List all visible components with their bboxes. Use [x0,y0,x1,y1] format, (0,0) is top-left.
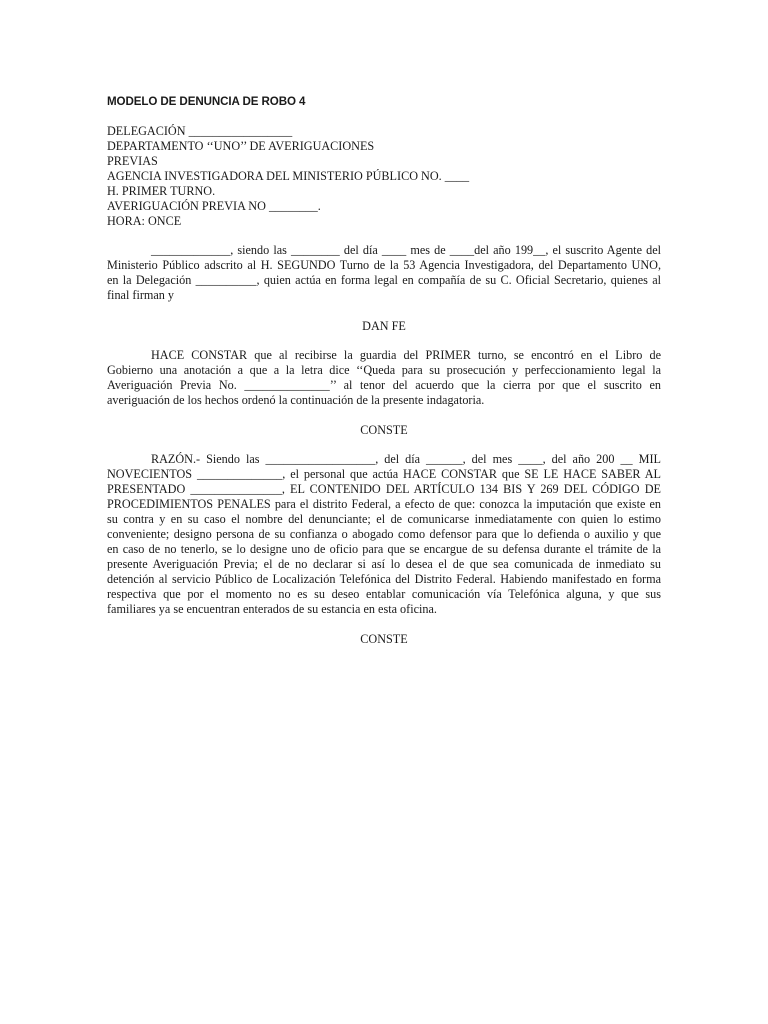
paragraph-line: PROCEDIMIENTOS PENALES para el distrito Federal, a efecto de que: conozca la imputación que existe en [107,497,661,511]
header-line-previas: PREVIAS [107,154,158,168]
paragraph-line: HACE CONSTAR que al recibirse la guardia del PRIMER turno, se encontró en el Libro de [151,348,661,362]
heading-conste-2: CONSTE [360,632,408,646]
paragraph-line: en la Delegación __________, quien actúa en forma legal en compañía de su C. Oficial Secretario, quienes al [107,273,661,287]
header-line-hora: HORA: ONCE [107,214,182,228]
paragraph-line: RAZÓN.- Siendo las __________________, del día ______, del mes ____, del año 200 __ MIL [151,452,661,466]
paragraph-line: en caso de no tenerlo, se lo designe uno de oficio para que se encargue de su defensa durante el trámite de la [107,542,661,556]
paragraph-line: Averiguación Previa No. ______________’’ al tenor del acuerdo que la cierra por que el suscrito en [107,378,661,392]
paragraph-line: PRESENTADO _______________, EL CONTENIDO DEL ARTÍCULO 134 BIS Y 269 DEL CÓDIGO DE [107,482,661,496]
paragraph-opening [107,243,661,303]
paragraph-razon [107,452,661,617]
header-line-averiguacion: AVERIGUACIÓN PREVIA NO ________. [107,199,321,213]
paragraph-line: averiguación de los hechos ordenó la continuación de la presente indagatoria. [107,393,485,407]
paragraph-line: final firman y [107,288,175,302]
header-line-departamento: DEPARTAMENTO ‘‘UNO’’ DE AVERIGUACIONES [107,139,375,153]
heading-conste-1: CONSTE [360,423,408,437]
heading-dan-fe: DAN FE [362,319,406,333]
document-title: MODELO DE DENUNCIA DE ROBO 4 [107,95,306,108]
paragraph-line: respectiva que por el momento no es su deseo entablar comunicación vía Telefónica alguna, y que sus [107,587,661,601]
header-line-delegacion: DELEGACIÓN _________________ [107,124,293,138]
paragraph-hace-constar [107,348,661,408]
paragraph-line: su contra y en su caso el nombre del denunciante; el de comunicarse inmediatamente con quien lo estimo [107,512,661,526]
paragraph-line: NOVECIENTOS ______________, el personal que actúa HACE CONSTAR que SE LE HACE SABER AL [107,467,661,481]
paragraph-line: familiares ya se encuentran enterados de su estancia en esta oficina. [107,602,437,616]
paragraph-line: Gobierno una anotación a que a la letra dice ‘‘Queda para su prosecución y perfeccionamiento legal la [107,363,661,377]
paragraph-line: presente Averiguación Previa; el de no declarar si así lo desea el de que sea comunicada de inmediato su [107,557,661,571]
header-line-turno: H. PRIMER TURNO. [107,184,216,198]
paragraph-line: detención al servicio Público de Localización Telefónica del Distrito Federal. Habiendo manifestado en forma [107,572,661,586]
header-line-agencia: AGENCIA INVESTIGADORA DEL MINISTERIO PÚBLICO NO. ____ [107,169,470,183]
paragraph-line: _____________, siendo las ________ del día ____ mes de ____del año 199__, el suscrito Agente del [151,243,661,257]
paragraph-line: conveniente; designo persona de su confianza o abogado como defensor para que lo defienda o auxilio y que [107,527,661,541]
header-block [107,124,667,229]
paragraph-line: Ministerio Público adscrito al H. SEGUNDO Turno de la 53 Agencia Investigadora, del Departamento UNO, [107,258,661,272]
